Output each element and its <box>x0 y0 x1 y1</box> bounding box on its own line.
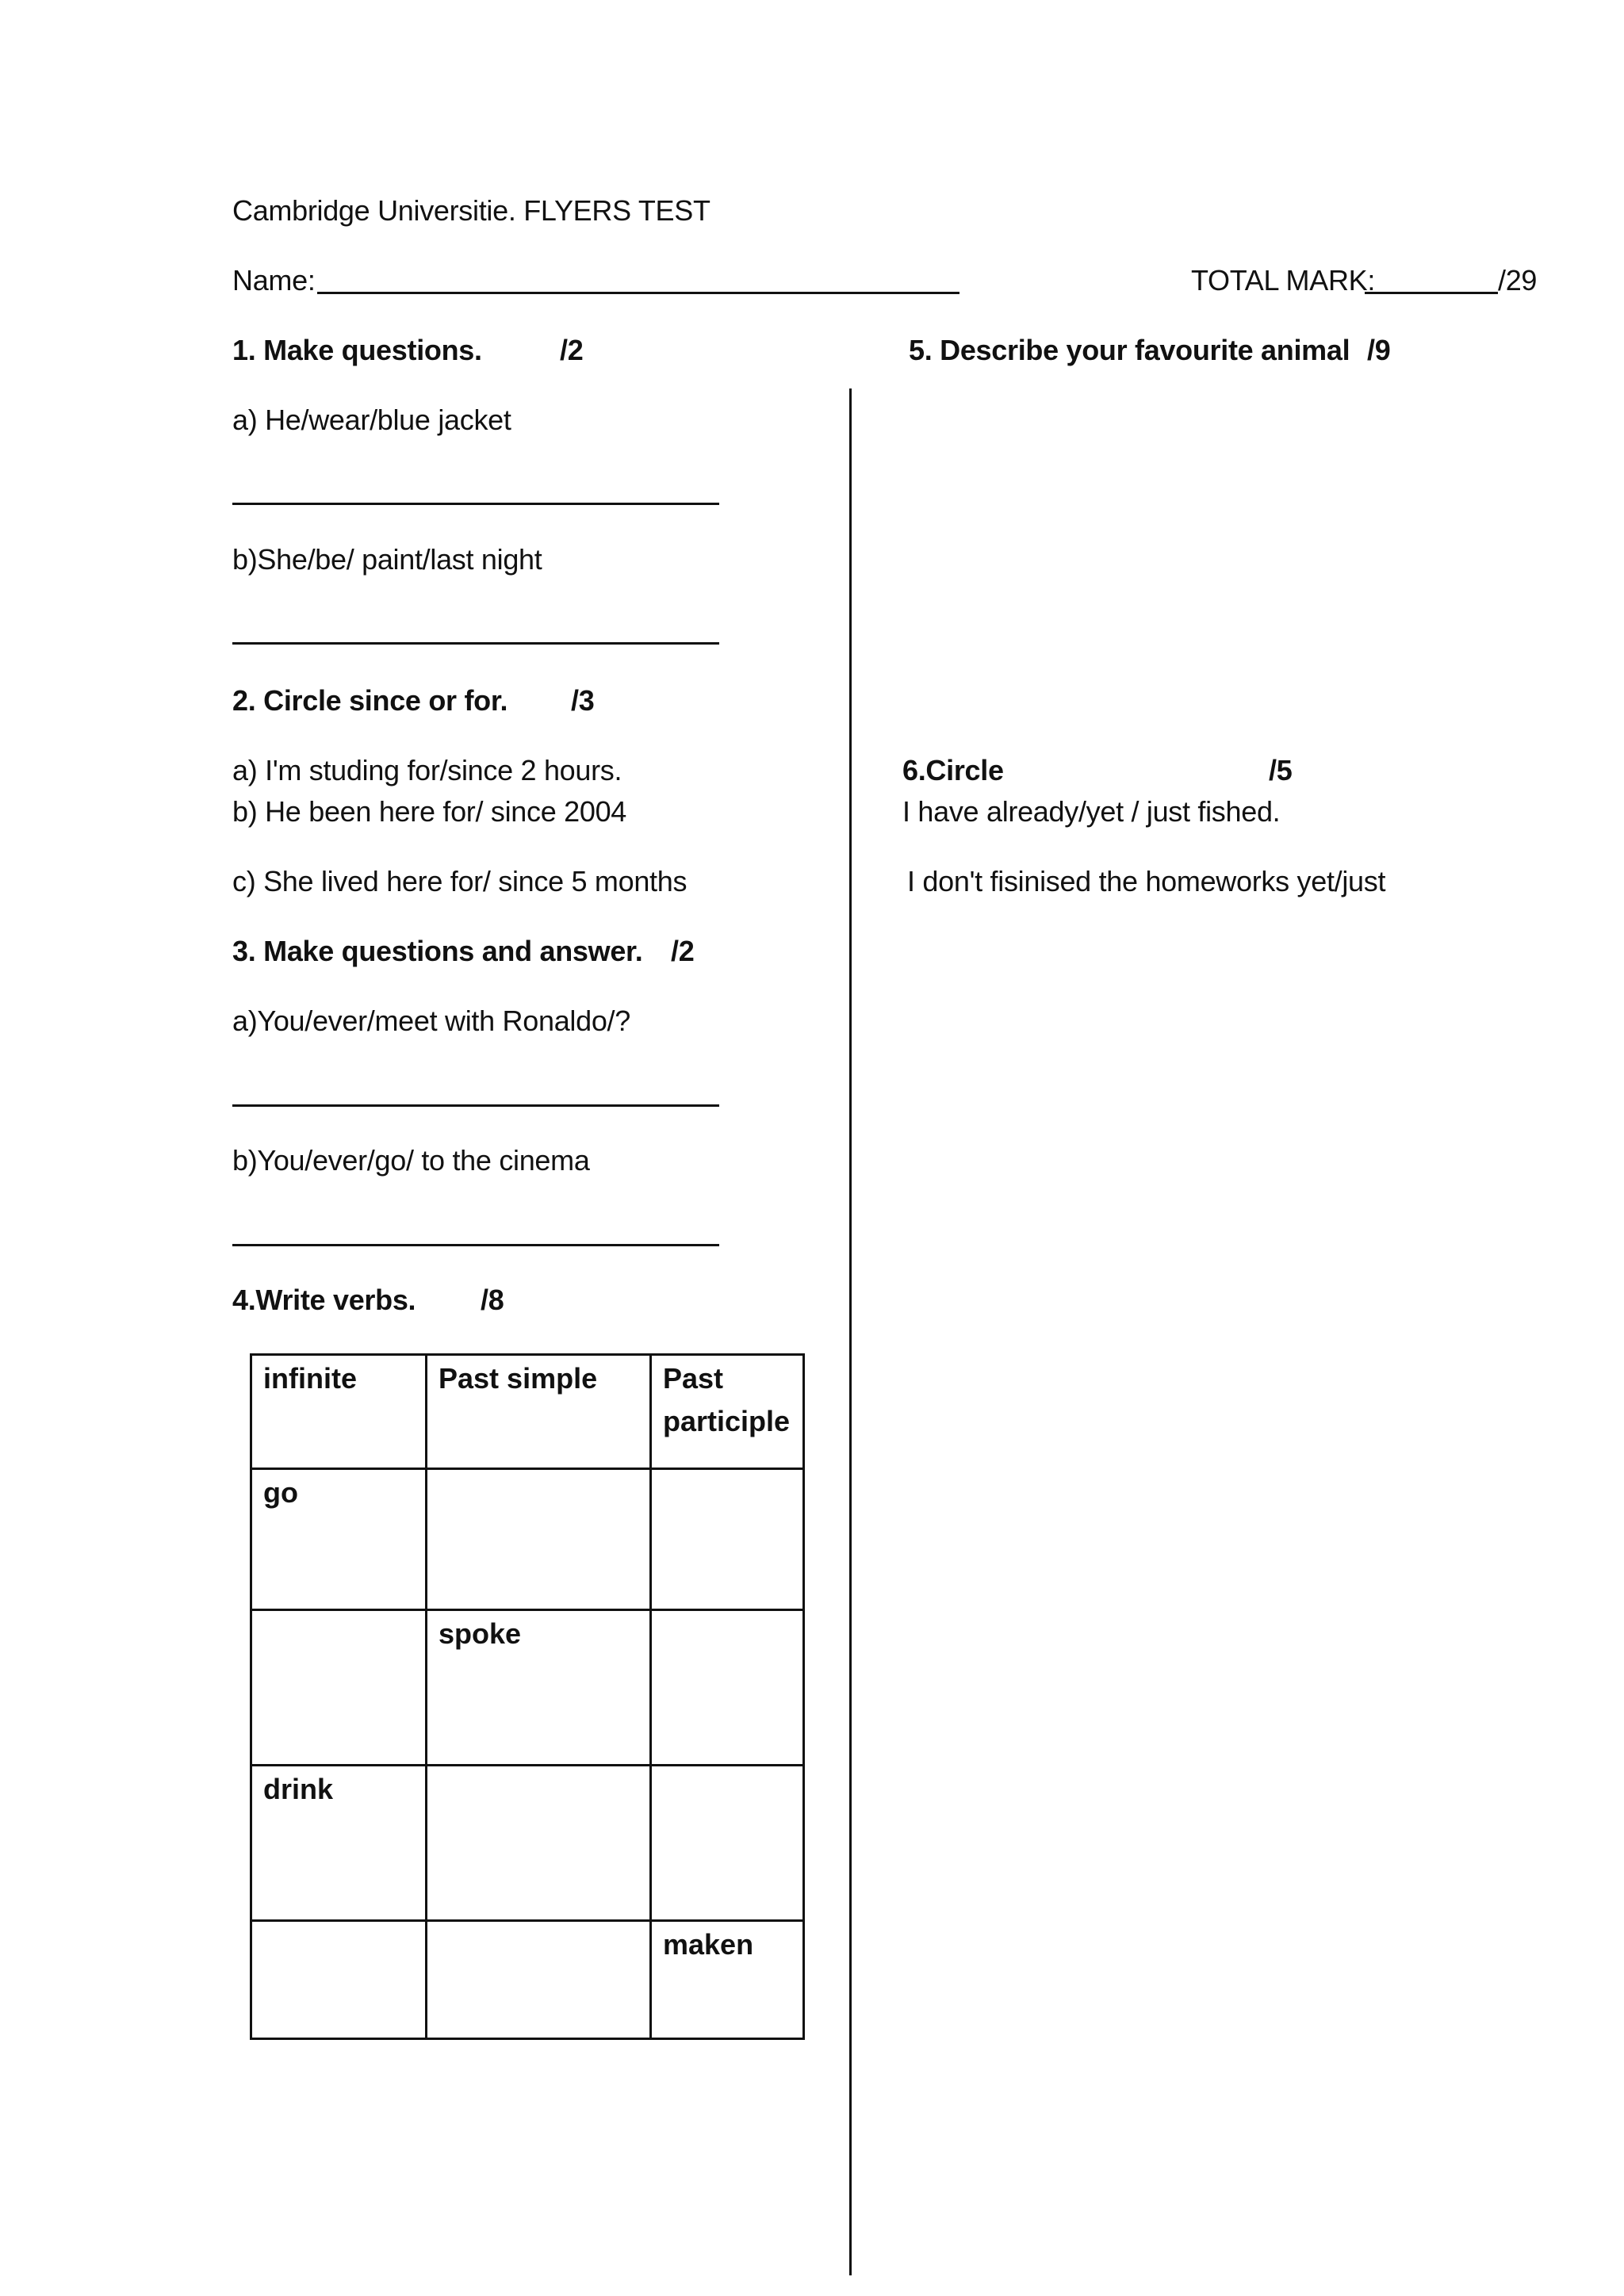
verbs-table-header-row <box>251 1355 804 1469</box>
table-cell[interactable] <box>427 1469 651 1610</box>
section4-heading: 4.Write verbs. <box>232 1284 416 1316</box>
total-mark-score: /29 <box>1498 264 1538 297</box>
table-cell[interactable] <box>651 1610 804 1766</box>
total-mark-label: TOTAL MARK: <box>1191 264 1376 297</box>
table-cell[interactable]: maken <box>651 1921 804 2039</box>
section1-item-a: a) He/wear/blue jacket <box>232 404 511 436</box>
section3-answer-b[interactable] <box>232 1244 719 1246</box>
section6-score: /5 <box>1269 754 1293 786</box>
total-mark-field[interactable] <box>1365 292 1498 294</box>
section1-answer-b[interactable] <box>232 642 719 645</box>
section4-score: /8 <box>481 1284 504 1316</box>
name-label: Name: <box>232 264 316 297</box>
column-header-past-simple: Past simple <box>427 1355 651 1469</box>
column-header-infinite: infinite <box>251 1355 427 1469</box>
verbs-table <box>250 1353 805 2040</box>
section3-heading: 3. Make questions and answer. <box>232 935 643 967</box>
section6-item-a[interactable]: I have already/yet / just fished. <box>902 795 1281 828</box>
column-header-past-participle: Past participle <box>651 1355 804 1469</box>
table-cell[interactable] <box>651 1766 804 1921</box>
table-row <box>251 1921 804 2039</box>
section2-score: /3 <box>571 684 595 717</box>
column-divider <box>849 388 852 2275</box>
section2-item-c[interactable]: c) She lived here for/ since 5 months <box>232 865 688 897</box>
section1-heading: 1. Make questions. <box>232 334 482 366</box>
section2-item-a[interactable]: a) I'm studing for/since 2 hours. <box>232 754 622 786</box>
section2-heading: 2. Circle since or for. <box>232 684 508 717</box>
page-title: Cambridge Universitie. FLYERS TEST <box>232 194 710 227</box>
section1-score: /2 <box>560 334 584 366</box>
table-cell[interactable] <box>427 1766 651 1921</box>
table-row <box>251 1469 804 1610</box>
table-cell[interactable]: drink <box>251 1766 427 1921</box>
name-field[interactable] <box>317 292 959 294</box>
table-row <box>251 1610 804 1766</box>
section5-heading: 5. Describe your favourite animal <box>909 334 1350 366</box>
section6-heading: 6.Circle <box>902 754 1004 786</box>
table-cell[interactable] <box>251 1610 427 1766</box>
section6-item-b[interactable]: I don't fisinised the homeworks yet/just <box>907 865 1386 897</box>
section2-item-b[interactable]: b) He been here for/ since 2004 <box>232 795 627 828</box>
table-cell[interactable] <box>427 1921 651 2039</box>
section3-answer-a[interactable] <box>232 1104 719 1107</box>
section3-item-b: b)You/ever/go/ to the cinema <box>232 1144 590 1177</box>
section3-item-a: a)You/ever/meet with Ronaldo/? <box>232 1004 630 1037</box>
table-cell[interactable] <box>251 1921 427 2039</box>
section5-writing-area[interactable] <box>904 388 1522 737</box>
section1-answer-a[interactable] <box>232 503 719 505</box>
section1-item-b: b)She/be/ paint/last night <box>232 543 542 576</box>
table-cell[interactable] <box>651 1469 804 1610</box>
table-cell[interactable]: spoke <box>427 1610 651 1766</box>
section3-score: /2 <box>671 935 695 967</box>
table-cell[interactable]: go <box>251 1469 427 1610</box>
section5-score: /9 <box>1367 334 1391 366</box>
table-row <box>251 1766 804 1921</box>
